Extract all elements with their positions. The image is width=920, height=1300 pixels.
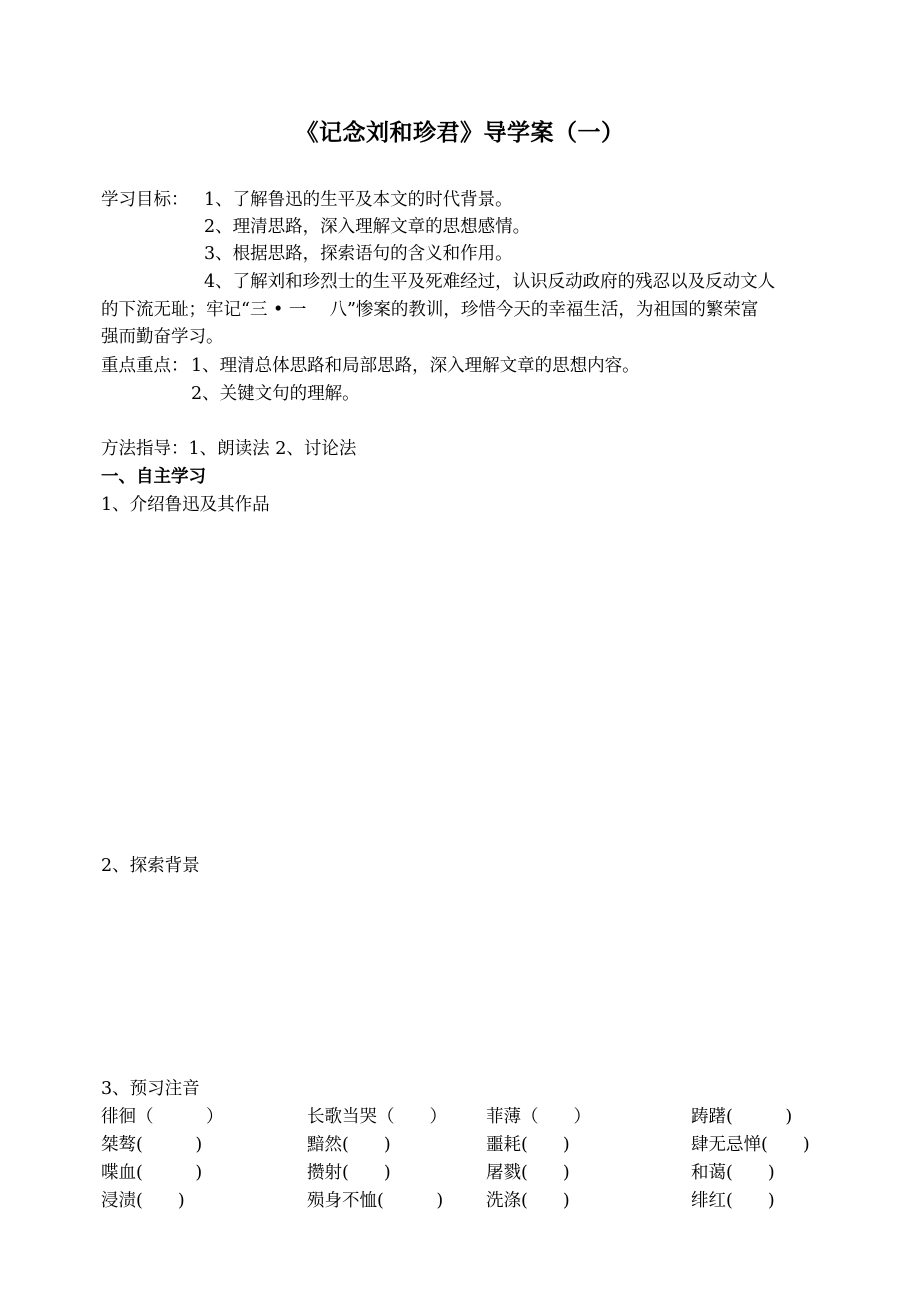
section-heading-self-study: 一、自主学习: [101, 467, 206, 487]
pinyin-cell: 绯红( ): [691, 1191, 775, 1211]
question-1-lu-xun-works: 1、介绍鲁迅及其作品: [101, 495, 270, 515]
objective-item-1: 1、了解鲁迅的生平及本文的时代背景。: [204, 190, 513, 210]
pinyin-cell: 菲薄（ ）: [486, 1107, 591, 1127]
pinyin-cell: 和蔼( ): [691, 1163, 775, 1183]
pinyin-cell: 浸渍( ): [101, 1191, 185, 1211]
objective-item-4-continued: 的下流无耻；牢记“三 • 一 八”惨案的教训，珍惜今天的幸福生活，为祖国的繁荣富: [101, 300, 759, 320]
pinyin-cell: 踌躇( ): [691, 1107, 793, 1127]
pinyin-cell: 长歌当哭（ ）: [307, 1107, 447, 1127]
pinyin-cell: 徘徊（ ）: [101, 1107, 224, 1127]
objective-item-2: 2、理清思路，深入理解文章的思想感情。: [204, 217, 531, 237]
objectives-label: 学习目标：: [101, 190, 189, 210]
pinyin-cell: 屠戮( ): [486, 1163, 570, 1183]
objective-item-4: 4、了解刘和珍烈士的生平及死难经过，认识反动政府的残忍以及反动文人: [204, 272, 776, 292]
objective-item-3: 3、根据思路，探索语句的含义和作用。: [204, 244, 513, 264]
pinyin-cell: 攒射( ): [307, 1163, 391, 1183]
document-title: 《记念刘和珍君》导学案（一）: [295, 120, 625, 146]
pinyin-cell: 洗涤( ): [486, 1191, 570, 1211]
objective-item-4-continued: 强而勤奋学习。: [101, 327, 224, 347]
pinyin-cell: 殒身不恤( ): [307, 1191, 444, 1211]
pinyin-cell: 桀骜( ): [101, 1135, 203, 1155]
question-3-pinyin-preview: 3、预习注音: [101, 1079, 200, 1099]
key-point-item-1: 1、理清总体思路和局部思路，深入理解文章的思想内容。: [191, 356, 640, 376]
key-point-item-2: 2、关键文句的理解。: [191, 384, 360, 404]
question-2-background: 2、探索背景: [101, 856, 200, 876]
method-guidance: 方法指导：1、朗读法 2、讨论法: [101, 439, 357, 459]
pinyin-cell: 噩耗( ): [486, 1135, 570, 1155]
key-points-label: 重点重点：: [101, 356, 189, 376]
pinyin-cell: 黯然( ): [307, 1135, 391, 1155]
pinyin-cell: 肆无忌惮( ): [691, 1135, 810, 1155]
pinyin-cell: 喋血( ): [101, 1163, 203, 1183]
